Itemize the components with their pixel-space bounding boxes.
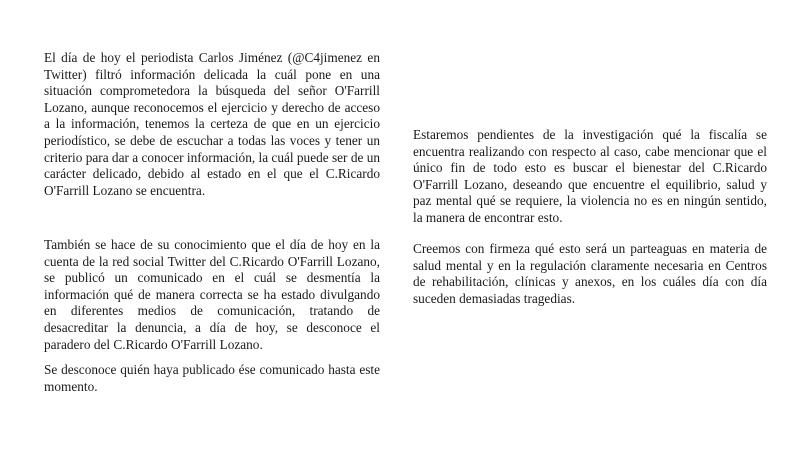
paragraph-unknown-author: Se desconoce quién haya publicado ése comunicado hasta este momento. xyxy=(44,362,380,394)
paragraph-mental-health: Creemos con firmeza qué esto será un parteaguas en materia de salud mental y en la regulación claramente necesaria en Centros de rehabilitación, clínicas y anexos, en los cuáles día con día suceden demasiadas tragedias. xyxy=(413,241,767,306)
paragraph-twitter-communique: También se hace de su conocimiento que el día de hoy en la cuenta de la red social Twitter del C.Ricardo O'Farrill Lozano, se publicó un comunicado en el cuál se desmentía la información qué de manera correcta se ha estado divulgando en diferentes medios de comunicación, tratando de desacreditar la denuncia, a día de hoy, se desconoce el paradero del C.Ricardo O'Farrill Lozano. xyxy=(44,237,380,352)
paragraph-leak-statement: El día de hoy el periodista Carlos Jiménez (@C4jimenez en Twitter) filtró información delicada la cuál pone en una situación comprometedora la búsqueda del señor O'Farrill Lozano, aunque reconocemos el ejercicio y derecho de acceso a la información, tenemos la certeza de que en un ejercicio periodístico, se debe de escuchar a todas las voces y tener un criterio para dar a conocer información, la cuál puede ser de un carácter delicado, debido al estado en el que el C.Ricardo O'Farrill Lozano se encuentra. xyxy=(44,50,380,198)
paragraph-investigation: Estaremos pendientes de la investigación qué la fiscalía se encuentra realizando con respecto al caso, cabe mencionar que el único fin de todo esto es buscar el bienestar del C.Ricardo O'Farrill Lozano, deseando que encuentre el equilibrio, salud y paz mental qué se requiere, la violencia no es en ningún sentido, la manera de encontrar esto. xyxy=(413,127,767,225)
